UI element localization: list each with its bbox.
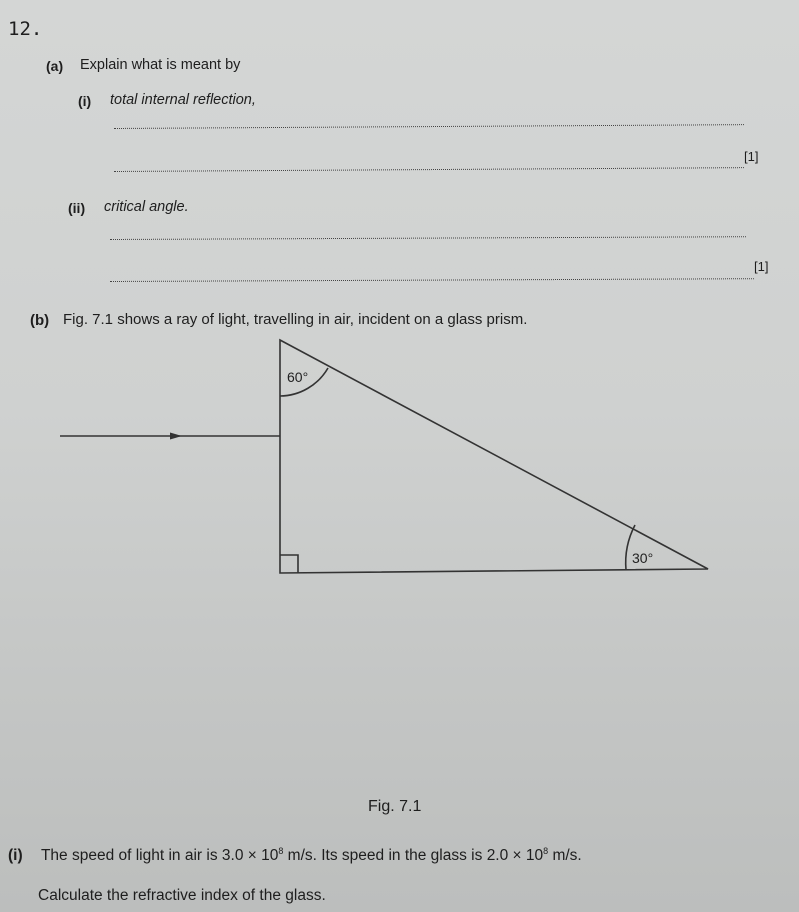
angle-label-60: 60° bbox=[287, 369, 309, 385]
glass-prism bbox=[280, 340, 708, 573]
part-a-i-label: (i) bbox=[78, 93, 92, 109]
right-angle-marker bbox=[280, 555, 298, 573]
part-a-i-text: total internal reflection, bbox=[110, 92, 256, 108]
part-b-i-line bbox=[8, 846, 582, 865]
mark-a-i: [1] bbox=[744, 149, 759, 164]
speed-glass-value: 2.0 × 10 bbox=[486, 847, 544, 865]
speed-glass-exponent: 8 bbox=[543, 846, 549, 856]
ray-arrowhead bbox=[170, 433, 182, 440]
figure-caption: Fig. 7.1 bbox=[368, 798, 422, 815]
part-a-label: (a) bbox=[46, 58, 64, 74]
calculate-instruction: Calculate the refractive index of the glass. bbox=[38, 887, 326, 904]
part-b-text: Fig. 7.1 shows a ray of light, travelling in air, incident on a glass prism. bbox=[63, 311, 528, 328]
part-b-i-label: (i) bbox=[8, 847, 23, 865]
part-b-label: (b) bbox=[30, 312, 50, 329]
mark-a-ii: [1] bbox=[754, 259, 769, 274]
speed-air-unit: m/s. Its speed in the glass is bbox=[287, 847, 483, 865]
speed-air-value: 3.0 × 10 bbox=[221, 847, 279, 865]
question-number: 12. bbox=[8, 18, 43, 40]
part-b-i-text: The speed of light in air is bbox=[40, 847, 218, 865]
part-a-prompt: Explain what is meant by bbox=[80, 57, 241, 73]
speed-air-exponent: 8 bbox=[278, 846, 284, 856]
angle-label-30: 30° bbox=[632, 550, 654, 566]
part-a-ii-label: (ii) bbox=[68, 200, 86, 216]
speed-glass-unit: m/s. bbox=[552, 847, 582, 865]
part-a-ii-text: critical angle. bbox=[104, 199, 189, 215]
